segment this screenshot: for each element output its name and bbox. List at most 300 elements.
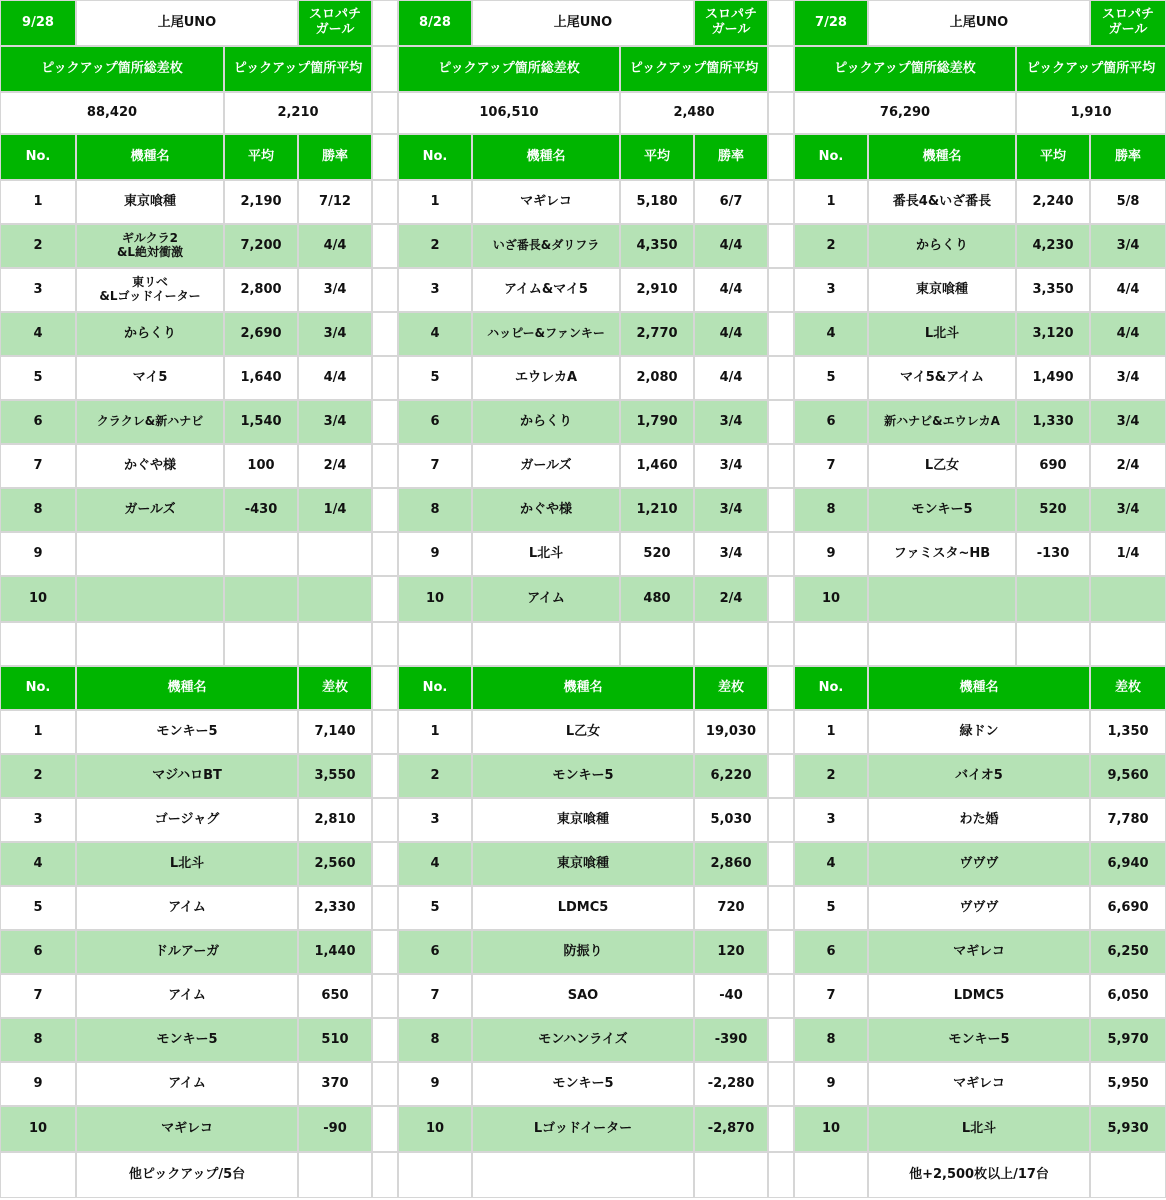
ranking-winrate: 3/4 — [298, 312, 372, 356]
ranking-model: クラクレ&新ハナビ — [76, 400, 224, 444]
ranking-winrate: 4/4 — [694, 312, 768, 356]
ranking-no: 9 — [0, 532, 76, 576]
spacer-cell — [372, 1062, 398, 1106]
ranking-avg: 1,210 — [620, 488, 694, 532]
ranking-model: いざ番長&ダリフラ — [472, 224, 620, 268]
ranking-avg: 3,120 — [1016, 312, 1090, 356]
spacer-cell — [372, 488, 398, 532]
spacer-cell — [768, 46, 794, 92]
top10-diff: -390 — [694, 1018, 768, 1062]
top10-model: モンハンライズ — [472, 1018, 694, 1062]
ranking-winrate — [1090, 576, 1166, 622]
top10-diff: 650 — [298, 974, 372, 1018]
total-diff-label: ピックアップ箇所総差枚 — [0, 46, 224, 92]
top10-diff: 7,780 — [1090, 798, 1166, 842]
ranking-winrate: 7/12 — [298, 180, 372, 224]
no-header: No. — [794, 134, 868, 180]
ranking-avg: 1,540 — [224, 400, 298, 444]
top10-model: アイム — [76, 886, 298, 930]
top10-no: 2 — [398, 754, 472, 798]
ranking-winrate: 3/4 — [298, 400, 372, 444]
ranking-model: マイ5 — [76, 356, 224, 400]
ranking-avg — [224, 576, 298, 622]
top10-model: マギレコ — [76, 1106, 298, 1152]
top10-diff: 2,330 — [298, 886, 372, 930]
ranking-winrate: 3/4 — [298, 268, 372, 312]
separator-cell — [794, 622, 868, 666]
ranking-no: 7 — [794, 444, 868, 488]
separator-cell — [224, 622, 298, 666]
model-header: 機種名 — [868, 666, 1090, 710]
ranking-avg: 1,790 — [620, 400, 694, 444]
ranking-avg: 100 — [224, 444, 298, 488]
top10-diff: 510 — [298, 1018, 372, 1062]
top10-no: 8 — [0, 1018, 76, 1062]
top10-no: 5 — [0, 886, 76, 930]
top10-model: 防振り — [472, 930, 694, 974]
no-header: No. — [398, 666, 472, 710]
store-name: 上尾UNO — [472, 0, 694, 46]
footer-blank — [1090, 1152, 1166, 1198]
ranking-model: ガールズ — [76, 488, 224, 532]
ranking-no: 8 — [794, 488, 868, 532]
tag-label: スロパチ ガール — [298, 0, 372, 46]
ranking-model: アイム&マイ5 — [472, 268, 620, 312]
separator-cell — [298, 622, 372, 666]
ranking-winrate: 3/4 — [694, 400, 768, 444]
total-diff-value: 76,290 — [794, 92, 1016, 134]
ranking-winrate: 2/4 — [1090, 444, 1166, 488]
avg-diff-value: 2,210 — [224, 92, 372, 134]
ranking-no: 3 — [0, 268, 76, 312]
top10-diff: 370 — [298, 1062, 372, 1106]
ranking-model: ハッピー&ファンキー — [472, 312, 620, 356]
top10-model: マギレコ — [868, 930, 1090, 974]
separator-cell — [1090, 622, 1166, 666]
separator-cell — [868, 622, 1016, 666]
winrate-header: 勝率 — [694, 134, 768, 180]
ranking-avg: 2,190 — [224, 180, 298, 224]
ranking-model: からくり — [76, 312, 224, 356]
spacer-cell — [768, 268, 794, 312]
top10-no: 10 — [794, 1106, 868, 1152]
spacer-cell — [372, 92, 398, 134]
ranking-avg: 2,690 — [224, 312, 298, 356]
ranking-no: 1 — [0, 180, 76, 224]
ranking-no: 3 — [398, 268, 472, 312]
footer-blank — [794, 1152, 868, 1198]
model-header: 機種名 — [472, 666, 694, 710]
top10-model: ヴヴヴ — [868, 842, 1090, 886]
total-diff-value: 106,510 — [398, 92, 620, 134]
top10-model: ドルアーガ — [76, 930, 298, 974]
ranking-model: マイ5&アイム — [868, 356, 1016, 400]
ranking-no: 9 — [794, 532, 868, 576]
top10-model: モンキー5 — [472, 1062, 694, 1106]
ranking-model: ファミスタ~HB — [868, 532, 1016, 576]
footer-blank — [0, 1152, 76, 1198]
spacer-cell — [768, 180, 794, 224]
spacer-cell — [768, 710, 794, 754]
avg-diff-label: ピックアップ箇所平均 — [224, 46, 372, 92]
spacer-cell — [768, 134, 794, 180]
spacer-cell — [372, 356, 398, 400]
spacer-cell — [372, 710, 398, 754]
separator-cell — [620, 622, 694, 666]
top10-diff: 6,050 — [1090, 974, 1166, 1018]
spacer-cell — [372, 268, 398, 312]
separator-cell — [694, 622, 768, 666]
ranking-avg — [1016, 576, 1090, 622]
ranking-no: 1 — [398, 180, 472, 224]
ranking-winrate: 4/4 — [298, 224, 372, 268]
total-diff-label: ピックアップ箇所総差枚 — [398, 46, 620, 92]
ranking-avg: 3,350 — [1016, 268, 1090, 312]
top10-diff: 5,030 — [694, 798, 768, 842]
top10-no: 8 — [794, 1018, 868, 1062]
ranking-model: アイム — [472, 576, 620, 622]
date-label: 9/28 — [0, 0, 76, 46]
ranking-avg: 7,200 — [224, 224, 298, 268]
ranking-no: 2 — [794, 224, 868, 268]
ranking-avg: 480 — [620, 576, 694, 622]
ranking-winrate: 1/4 — [298, 488, 372, 532]
separator-cell — [398, 622, 472, 666]
spacer-cell — [768, 886, 794, 930]
ranking-model: からくり — [472, 400, 620, 444]
top10-model: LDMC5 — [472, 886, 694, 930]
top10-model: ヴヴヴ — [868, 886, 1090, 930]
top10-diff: 2,560 — [298, 842, 372, 886]
spacer-cell — [372, 576, 398, 622]
separator-cell — [76, 622, 224, 666]
ranking-model: かぐや様 — [472, 488, 620, 532]
footer-note: 他ピックアップ/5台 — [76, 1152, 298, 1198]
separator-cell — [1016, 622, 1090, 666]
ranking-avg: 1,460 — [620, 444, 694, 488]
spacer-cell — [372, 180, 398, 224]
ranking-model — [76, 576, 224, 622]
top10-model: モンキー5 — [76, 1018, 298, 1062]
spacer-cell — [768, 1018, 794, 1062]
ranking-model: L北斗 — [868, 312, 1016, 356]
spacer-cell — [372, 0, 398, 46]
ranking-avg — [224, 532, 298, 576]
top10-diff: 2,810 — [298, 798, 372, 842]
ranking-winrate: 3/4 — [1090, 224, 1166, 268]
spacer-cell — [372, 46, 398, 92]
ranking-no: 9 — [398, 532, 472, 576]
ranking-avg: -130 — [1016, 532, 1090, 576]
avg-diff-label: ピックアップ箇所平均 — [620, 46, 768, 92]
spacer-cell — [768, 1062, 794, 1106]
top10-diff: -40 — [694, 974, 768, 1018]
top10-model: アイム — [76, 1062, 298, 1106]
diff-header: 差枚 — [694, 666, 768, 710]
ranking-no: 10 — [0, 576, 76, 622]
top10-no: 6 — [794, 930, 868, 974]
ranking-avg: 2,080 — [620, 356, 694, 400]
ranking-no: 1 — [794, 180, 868, 224]
ranking-winrate: 4/4 — [694, 224, 768, 268]
ranking-avg: 1,640 — [224, 356, 298, 400]
top10-model: L乙女 — [472, 710, 694, 754]
ranking-avg: 520 — [620, 532, 694, 576]
top10-model: LDMC5 — [868, 974, 1090, 1018]
top10-model: ゴージャグ — [76, 798, 298, 842]
top10-diff: 6,940 — [1090, 842, 1166, 886]
ranking-winrate: 6/7 — [694, 180, 768, 224]
ranking-model: 東京喰種 — [76, 180, 224, 224]
ranking-no: 3 — [794, 268, 868, 312]
ranking-no: 2 — [398, 224, 472, 268]
spacer-cell — [768, 532, 794, 576]
spacer-cell — [768, 666, 794, 710]
top10-diff: 720 — [694, 886, 768, 930]
spacer-cell — [768, 930, 794, 974]
ranking-no: 4 — [0, 312, 76, 356]
spacer-cell — [372, 930, 398, 974]
top10-no: 10 — [398, 1106, 472, 1152]
top10-no: 7 — [0, 974, 76, 1018]
top10-no: 3 — [0, 798, 76, 842]
spacer-cell — [372, 312, 398, 356]
top10-no: 6 — [398, 930, 472, 974]
top10-model: Lゴッドイーター — [472, 1106, 694, 1152]
top10-no: 7 — [794, 974, 868, 1018]
top10-diff: 19,030 — [694, 710, 768, 754]
top10-no: 1 — [0, 710, 76, 754]
top10-diff: 120 — [694, 930, 768, 974]
ranking-avg: 5,180 — [620, 180, 694, 224]
top10-no: 4 — [794, 842, 868, 886]
spacer-cell — [372, 1018, 398, 1062]
spacer-cell — [372, 134, 398, 180]
top10-no: 2 — [0, 754, 76, 798]
top10-model: 東京喰種 — [472, 842, 694, 886]
top10-no: 7 — [398, 974, 472, 1018]
ranking-no: 8 — [398, 488, 472, 532]
spacer-cell — [768, 622, 794, 666]
diff-header: 差枚 — [298, 666, 372, 710]
ranking-avg: 520 — [1016, 488, 1090, 532]
spacer-cell — [372, 754, 398, 798]
top10-no: 9 — [794, 1062, 868, 1106]
top10-diff: 1,350 — [1090, 710, 1166, 754]
ranking-winrate: 4/4 — [694, 268, 768, 312]
top10-model: マジハロBT — [76, 754, 298, 798]
top10-diff: 6,220 — [694, 754, 768, 798]
avg-diff-label: ピックアップ箇所平均 — [1016, 46, 1166, 92]
ranking-winrate: 3/4 — [694, 488, 768, 532]
tag-label: スロパチ ガール — [1090, 0, 1166, 46]
spacer-cell — [372, 1106, 398, 1152]
no-header: No. — [0, 666, 76, 710]
tag-label: スロパチ ガール — [694, 0, 768, 46]
top10-diff: 7,140 — [298, 710, 372, 754]
spacer-cell — [768, 488, 794, 532]
model-header: 機種名 — [868, 134, 1016, 180]
ranking-model — [868, 576, 1016, 622]
total-diff-label: ピックアップ箇所総差枚 — [794, 46, 1016, 92]
ranking-no: 5 — [794, 356, 868, 400]
ranking-model: 新ハナビ&エウレカA — [868, 400, 1016, 444]
ranking-no: 6 — [794, 400, 868, 444]
ranking-avg: 1,490 — [1016, 356, 1090, 400]
ranking-no: 10 — [794, 576, 868, 622]
top10-diff: 6,690 — [1090, 886, 1166, 930]
ranking-no: 6 — [0, 400, 76, 444]
top10-diff: 9,560 — [1090, 754, 1166, 798]
footer-blank — [694, 1152, 768, 1198]
spacer-cell — [372, 532, 398, 576]
date-label: 7/28 — [794, 0, 868, 46]
top10-model: モンキー5 — [76, 710, 298, 754]
top10-diff: 3,550 — [298, 754, 372, 798]
footer-note: 他+2,500枚以上/17台 — [868, 1152, 1090, 1198]
ranking-avg: 2,770 — [620, 312, 694, 356]
ranking-winrate: 3/4 — [1090, 488, 1166, 532]
ranking-model: 番長4&いざ番長 — [868, 180, 1016, 224]
ranking-winrate: 2/4 — [694, 576, 768, 622]
ranking-avg: 4,230 — [1016, 224, 1090, 268]
separator-cell — [0, 622, 76, 666]
spacer-cell — [768, 312, 794, 356]
spacer-cell — [768, 0, 794, 46]
ranking-no: 4 — [398, 312, 472, 356]
top10-diff: -2,870 — [694, 1106, 768, 1152]
model-header: 機種名 — [76, 666, 298, 710]
avg-diff-value: 2,480 — [620, 92, 768, 134]
top10-diff: 5,950 — [1090, 1062, 1166, 1106]
ranking-winrate: 2/4 — [298, 444, 372, 488]
avg-header: 平均 — [620, 134, 694, 180]
top10-model: モンキー5 — [472, 754, 694, 798]
ranking-no: 10 — [398, 576, 472, 622]
ranking-avg: 2,240 — [1016, 180, 1090, 224]
top10-model: SAO — [472, 974, 694, 1018]
no-header: No. — [794, 666, 868, 710]
spacer-cell — [372, 444, 398, 488]
ranking-winrate: 4/4 — [298, 356, 372, 400]
model-header: 機種名 — [76, 134, 224, 180]
top10-model: バイオ5 — [868, 754, 1090, 798]
ranking-model — [76, 532, 224, 576]
ranking-model: エウレカA — [472, 356, 620, 400]
top10-diff: 2,860 — [694, 842, 768, 886]
avg-header: 平均 — [1016, 134, 1090, 180]
ranking-model: マギレコ — [472, 180, 620, 224]
no-header: No. — [398, 134, 472, 180]
ranking-winrate: 3/4 — [1090, 356, 1166, 400]
ranking-model: L北斗 — [472, 532, 620, 576]
ranking-model: L乙女 — [868, 444, 1016, 488]
top10-no: 3 — [398, 798, 472, 842]
top10-diff: 5,970 — [1090, 1018, 1166, 1062]
spacer-cell — [768, 224, 794, 268]
top10-no: 1 — [398, 710, 472, 754]
ranking-model: かぐや様 — [76, 444, 224, 488]
ranking-winrate: 1/4 — [1090, 532, 1166, 576]
ranking-winrate: 3/4 — [694, 532, 768, 576]
top10-model: 東京喰種 — [472, 798, 694, 842]
ranking-no: 7 — [398, 444, 472, 488]
total-diff-value: 88,420 — [0, 92, 224, 134]
ranking-winrate — [298, 532, 372, 576]
top10-no: 4 — [0, 842, 76, 886]
spacer-cell — [372, 886, 398, 930]
ranking-model: 東リベ &Lゴッドイーター — [76, 268, 224, 312]
top10-model: マギレコ — [868, 1062, 1090, 1106]
top10-diff: 5,930 — [1090, 1106, 1166, 1152]
top10-diff: -90 — [298, 1106, 372, 1152]
footer-note — [472, 1152, 694, 1198]
spacer-cell — [372, 666, 398, 710]
ranking-winrate: 3/4 — [1090, 400, 1166, 444]
ranking-avg: 2,800 — [224, 268, 298, 312]
diff-header: 差枚 — [1090, 666, 1166, 710]
ranking-winrate: 5/8 — [1090, 180, 1166, 224]
spacer-cell — [768, 356, 794, 400]
top10-no: 5 — [794, 886, 868, 930]
ranking-model: ギルクラ2 &L絶対衝激 — [76, 224, 224, 268]
spacer-cell — [768, 444, 794, 488]
ranking-avg: 1,330 — [1016, 400, 1090, 444]
avg-diff-value: 1,910 — [1016, 92, 1166, 134]
model-header: 機種名 — [472, 134, 620, 180]
ranking-winrate: 4/4 — [1090, 268, 1166, 312]
spacer-cell — [372, 224, 398, 268]
spacer-cell — [768, 842, 794, 886]
top10-diff: -2,280 — [694, 1062, 768, 1106]
ranking-model: からくり — [868, 224, 1016, 268]
top10-model: わた婚 — [868, 798, 1090, 842]
top10-no: 4 — [398, 842, 472, 886]
ranking-avg: 690 — [1016, 444, 1090, 488]
spacer-cell — [768, 576, 794, 622]
spacer-cell — [768, 1106, 794, 1152]
spacer-cell — [768, 1152, 794, 1198]
top10-no: 3 — [794, 798, 868, 842]
ranking-model: ガールズ — [472, 444, 620, 488]
top10-no: 9 — [0, 1062, 76, 1106]
spacer-cell — [372, 622, 398, 666]
spacer-cell — [768, 754, 794, 798]
ranking-no: 5 — [0, 356, 76, 400]
store-name: 上尾UNO — [868, 0, 1090, 46]
top10-no: 6 — [0, 930, 76, 974]
spacer-cell — [372, 1152, 398, 1198]
ranking-avg: 2,910 — [620, 268, 694, 312]
date-label: 8/28 — [398, 0, 472, 46]
top10-model: モンキー5 — [868, 1018, 1090, 1062]
top10-diff: 1,440 — [298, 930, 372, 974]
ranking-no: 2 — [0, 224, 76, 268]
avg-header: 平均 — [224, 134, 298, 180]
ranking-no: 6 — [398, 400, 472, 444]
spacer-cell — [768, 400, 794, 444]
ranking-no: 7 — [0, 444, 76, 488]
winrate-header: 勝率 — [1090, 134, 1166, 180]
spacer-cell — [768, 798, 794, 842]
ranking-model: モンキー5 — [868, 488, 1016, 532]
ranking-no: 8 — [0, 488, 76, 532]
top10-model: アイム — [76, 974, 298, 1018]
top10-model: L北斗 — [76, 842, 298, 886]
ranking-avg: 4,350 — [620, 224, 694, 268]
spacer-cell — [372, 400, 398, 444]
top10-no: 10 — [0, 1106, 76, 1152]
